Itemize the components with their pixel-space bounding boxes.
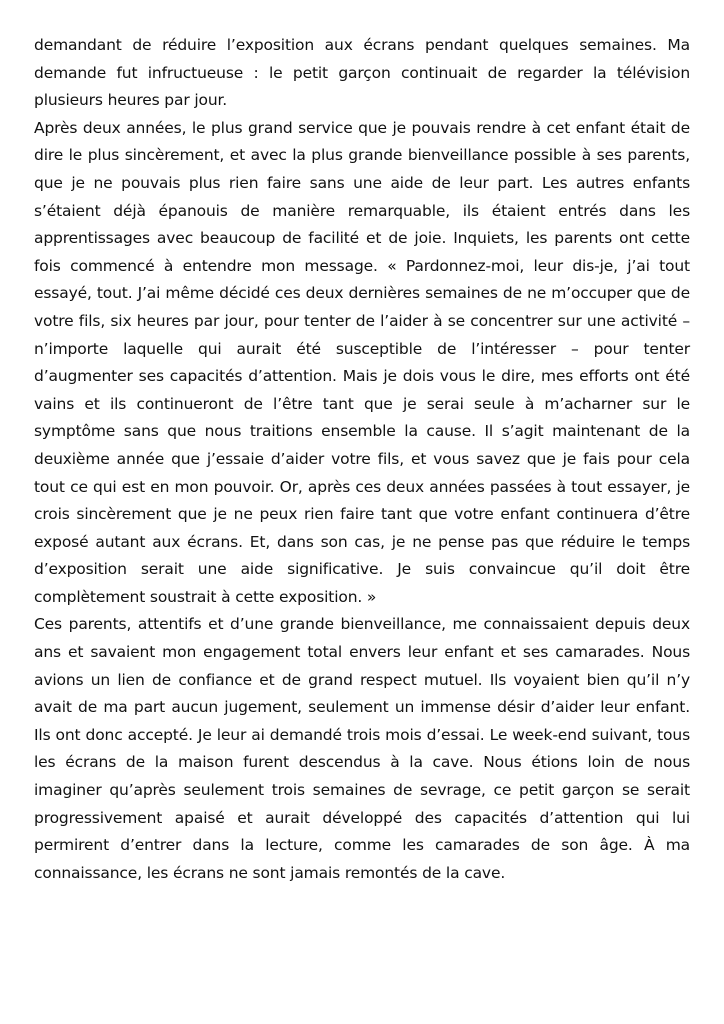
paragraph-parents: Ces parents, attentifs et d’une grande bienveillance, me connaissaient depuis deux ans et savaient mon engagement total envers leur enfant et ses camarades. Nous avions un lien de confiance et de grand respect mutuel. Ils voyaient bien qu’il n’y avait de ma part aucun jugement, seulement un immense désir d’aider leur enfant. Ils ont donc accepté. Je leur ai demandé trois mois d’essai. Le week-end suivant, tous les écrans de la maison furent descendus à la cave. Nous étions loin de nous imaginer qu’après seulement trois semaines de sevrage, ce petit garçon se serait progressivement apaisé et aurait développé des capacités d’attention qui lui permirent d’entrer dans la lecture, comme les camarades de son âge. À ma connaissance, les écrans ne sont jamais remontés de la cave. (34, 615, 690, 882)
document-page (34, 32, 690, 887)
paragraph-continuation: demandant de réduire l’exposition aux écrans pendant quelques semaines. Ma demande fut infructueuse : le petit garçon continuait de regarder la télévision plusieurs heures par jour. (34, 36, 690, 110)
paragraph-two-years: Après deux années, le plus grand service que je pouvais rendre à cet enfant était de dire le plus sincèrement, et avec la plus grande bienveillance possible à ses parents, que je ne pouvais plus rien faire sans une aide de leur part. Les autres enfants s’étaient déjà épanouis de manière remarquable, ils étaient entrés dans les apprentissages avec beaucoup de facilité et de joie. Inquiets, les parents ont cette fois commencé à entendre mon message. « Pardonnez-moi, leur dis-je, j’ai tout essayé, tout. J’ai même décidé ces deux dernières semaines de ne m’occuper que de votre fils, six heures par jour, pour tenter de l’aider à se concentrer sur une activité – n’importe laquelle qui aurait été susceptible de l’intéresser – pour tenter d’augmenter ses capacités d’attention. Mais je dois vous le dire, mes efforts ont été vains et ils continueront de l’être tant que je serai seule à m’acharner sur le symptôme sans que nous traitions ensemble la cause. Il s’agit maintenant de la deuxième année que j’essaie d’aider votre fils, et vous savez que je fais pour cela tout ce qui est en mon pouvoir. Or, après ces deux années passées à tout essayer, je crois sincèrement que je ne peux rien faire tant que votre enfant continuera d’être exposé autant aux écrans. Et, dans son cas, je ne pense pas que réduire le temps d’exposition serait une aide significative. Je suis convaincue qu’il doit être complètement soustrait à cette exposition. » (34, 118, 690, 606)
